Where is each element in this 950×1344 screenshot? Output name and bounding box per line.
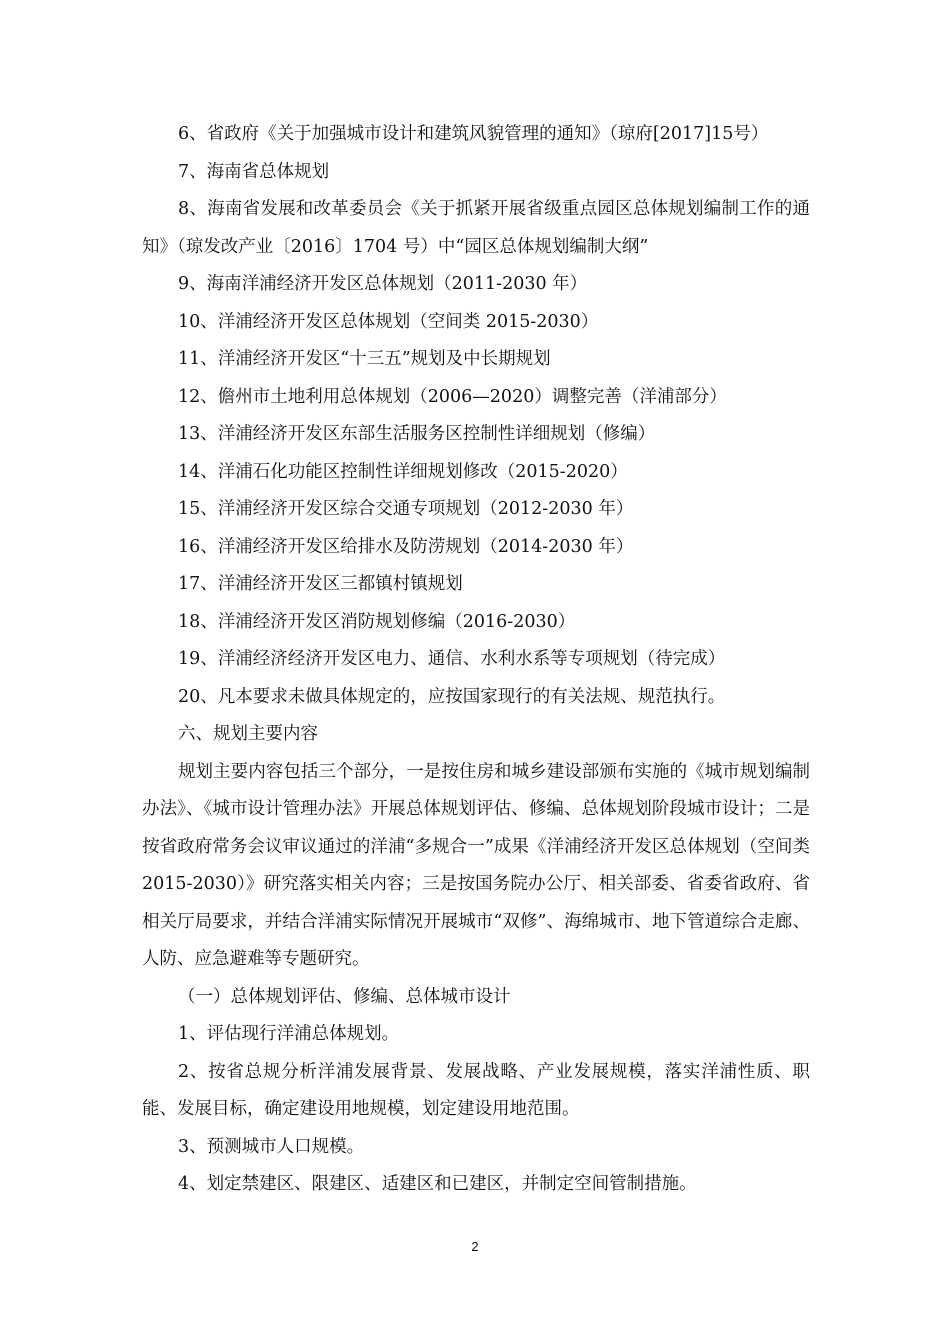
paragraph-ref-16: 16、洋浦经济开发区给排水及防涝规划（2014-2030 年） <box>178 536 634 557</box>
paragraph-ref-12: 12、儋州市土地利用总体规划（2006—2020）调整完善（洋浦部分） <box>178 386 727 407</box>
paragraph-ref-8: 8、海南省发展和改革委员会《关于抓紧开展省级重点园区总体规划编制工作的通知》（琼发改产业〔2016〕1704 号）中“园区总体规划编制大纲” <box>142 199 810 257</box>
paragraph-ref-18: 18、洋浦经济开发区消防规划修编（2016-2030） <box>178 611 576 632</box>
paragraph-ref-19: 19、洋浦经济经济开发区电力、通信、水利水系等专项规划（待完成） <box>178 649 726 669</box>
paragraph-main-content-summary: 规划主要内容包括三个部分，一是按住房和城乡建设部颁布实施的《城市规划编制办法》、《城市设计管理办法》开展总体规划评估、修编、总体规划阶段城市设计；二是按省政府常务会议审议通过的洋浦“多规合一”成果《洋浦经济开发区总体规划（空间类 2015-2030）》研究落实相关内容；三是按国务院办公厅、相关部委、省委省政府、省相关厅局要求，并结合洋浦实际情况开展城市“双修”、海绵城市、地下管道综合走廊、人防、应急避难等专题研究。 <box>142 761 810 969</box>
list-item-4: 4、划定禁建区、限建区、适建区和已建区，并制定空间管制措施。 <box>178 1174 697 1194</box>
list-item-3: 3、预测城市人口规模。 <box>178 1136 365 1157</box>
paragraph-ref-7: 7、海南省总体规划 <box>178 161 330 182</box>
page-number: 2 <box>471 1239 479 1254</box>
subsection-heading-1: （一）总体规划评估、修编、总体城市设计 <box>178 986 511 1007</box>
paragraph-ref-9: 9、海南洋浦经济开发区总体规划（2011-2030 年） <box>178 274 588 294</box>
paragraph-ref-17: 17、洋浦经济开发区三都镇村镇规划 <box>178 574 463 594</box>
paragraph-ref-20: 20、凡本要求未做具体规定的，应按国家现行的有关法规、规范执行。 <box>178 686 726 707</box>
paragraph-ref-6: 6、省政府《关于加强城市设计和建筑风貌管理的通知》（琼府[2017]15号） <box>178 124 769 144</box>
list-item-1: 1、评估现行洋浦总体规划。 <box>178 1024 400 1044</box>
paragraph-ref-13: 13、洋浦经济开发区东部生活服务区控制性详细规划（修编） <box>178 424 656 444</box>
paragraph-ref-14: 14、洋浦石化功能区控制性详细规划修改（2015-2020） <box>178 461 628 482</box>
paragraph-ref-11: 11、洋浦经济开发区“十三五”规划及中长期规划 <box>178 349 551 369</box>
paragraph-ref-15: 15、洋浦经济开发区综合交通专项规划（2012-2030 年） <box>178 499 634 519</box>
list-item-2: 2、按省总规分析洋浦发展背景、发展战略、产业发展规模，落实洋浦性质、职能、发展目标，确定建设用地规模，划定建设用地范围。 <box>142 1061 810 1119</box>
section-heading-main-content: 六、规划主要内容 <box>178 724 318 744</box>
document-body <box>142 116 810 1204</box>
paragraph-ref-10: 10、洋浦经济开发区总体规划（空间类 2015-2030） <box>178 311 599 332</box>
